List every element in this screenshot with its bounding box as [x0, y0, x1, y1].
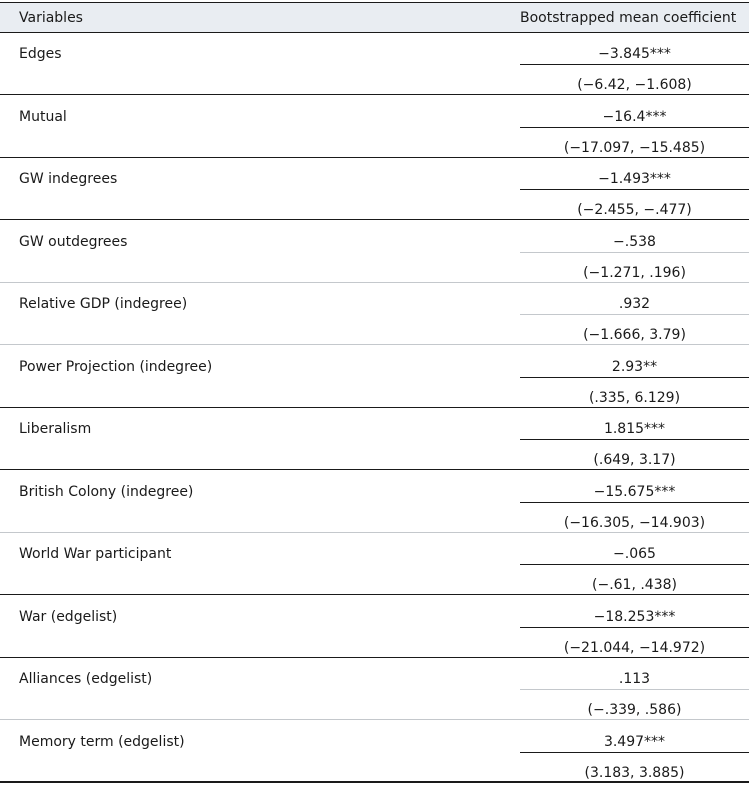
variable-name: GW outdegrees: [19, 233, 128, 250]
cell-divider: [520, 64, 749, 65]
confidence-interval: (−17.097, −15.485): [563, 139, 706, 156]
coefficient-value: .932: [618, 296, 651, 312]
table-row: [0, 96, 749, 158]
confidence-interval: (−21.044, −14.972): [563, 639, 706, 656]
table-row: [0, 471, 749, 533]
header-variables: Variables: [19, 10, 83, 26]
coefficient-value: −1.493***: [598, 171, 671, 187]
cell-divider: [520, 564, 749, 565]
variable-name: Memory term (edgelist): [19, 733, 185, 750]
table-row: [0, 533, 749, 595]
cell-divider: [520, 252, 749, 253]
table-row: [0, 158, 749, 220]
variable-name: Edges: [19, 46, 62, 62]
confidence-interval: (.335, 6.129): [588, 389, 681, 406]
coefficient-value: −.065: [613, 546, 656, 562]
coefficient-value: −16.4***: [602, 108, 667, 125]
cell-divider: [520, 502, 749, 503]
cell-divider: [520, 689, 749, 690]
confidence-interval: (−6.42, −1.608): [577, 77, 692, 93]
row-divider: [0, 781, 749, 783]
cell-divider: [520, 189, 749, 190]
confidence-interval: (−.61, .438): [592, 577, 677, 593]
coefficient-value: 1.815***: [603, 421, 666, 437]
table-row: [0, 408, 749, 470]
variable-name: Relative GDP (indegree): [19, 296, 188, 312]
table-row: [0, 658, 749, 720]
cell-divider: [520, 627, 749, 628]
variable-name: Mutual: [19, 108, 67, 125]
cell-divider: [520, 377, 749, 378]
coefficient-value: −18.253***: [593, 608, 676, 625]
cell-divider: [520, 314, 749, 315]
variable-name: War (edgelist): [19, 608, 118, 625]
variable-name: Liberalism: [19, 421, 92, 437]
table-row: [0, 721, 749, 783]
table-row: [0, 283, 749, 345]
coefficient-value: −15.675***: [593, 483, 676, 500]
confidence-interval: (3.183, 3.885): [584, 764, 685, 781]
variable-name: World War participant: [19, 546, 172, 562]
variable-name: Power Projection (indegree): [19, 358, 213, 375]
coefficient-value: 3.497***: [603, 733, 666, 750]
variable-name: GW indegrees: [19, 171, 118, 187]
cell-divider: [520, 752, 749, 753]
cell-divider: [520, 127, 749, 128]
table-row: [0, 33, 749, 95]
table-row: [0, 346, 749, 408]
confidence-interval: (−16.305, −14.903): [563, 514, 706, 531]
coefficient-value: 2.93**: [611, 358, 658, 375]
confidence-interval: (−2.455, −.477): [577, 202, 692, 218]
variable-name: Alliances (edgelist): [19, 671, 153, 687]
confidence-interval: (−1.271, .196): [583, 264, 686, 281]
variable-name: British Colony (indegree): [19, 483, 194, 500]
header-coefficient: Bootstrapped mean coefficient: [520, 10, 737, 26]
coefficient-value: .113: [618, 671, 651, 687]
table-row: [0, 221, 749, 283]
confidence-interval: (.649, 3.17): [593, 452, 676, 468]
coefficient-value: −3.845***: [598, 46, 671, 62]
cell-divider: [520, 439, 749, 440]
confidence-interval: (−.339, .586): [587, 702, 682, 718]
table-header: [0, 3, 749, 33]
coefficient-value: −.538: [613, 233, 656, 250]
table-row: [0, 596, 749, 658]
confidence-interval: (−1.666, 3.79): [583, 327, 686, 343]
